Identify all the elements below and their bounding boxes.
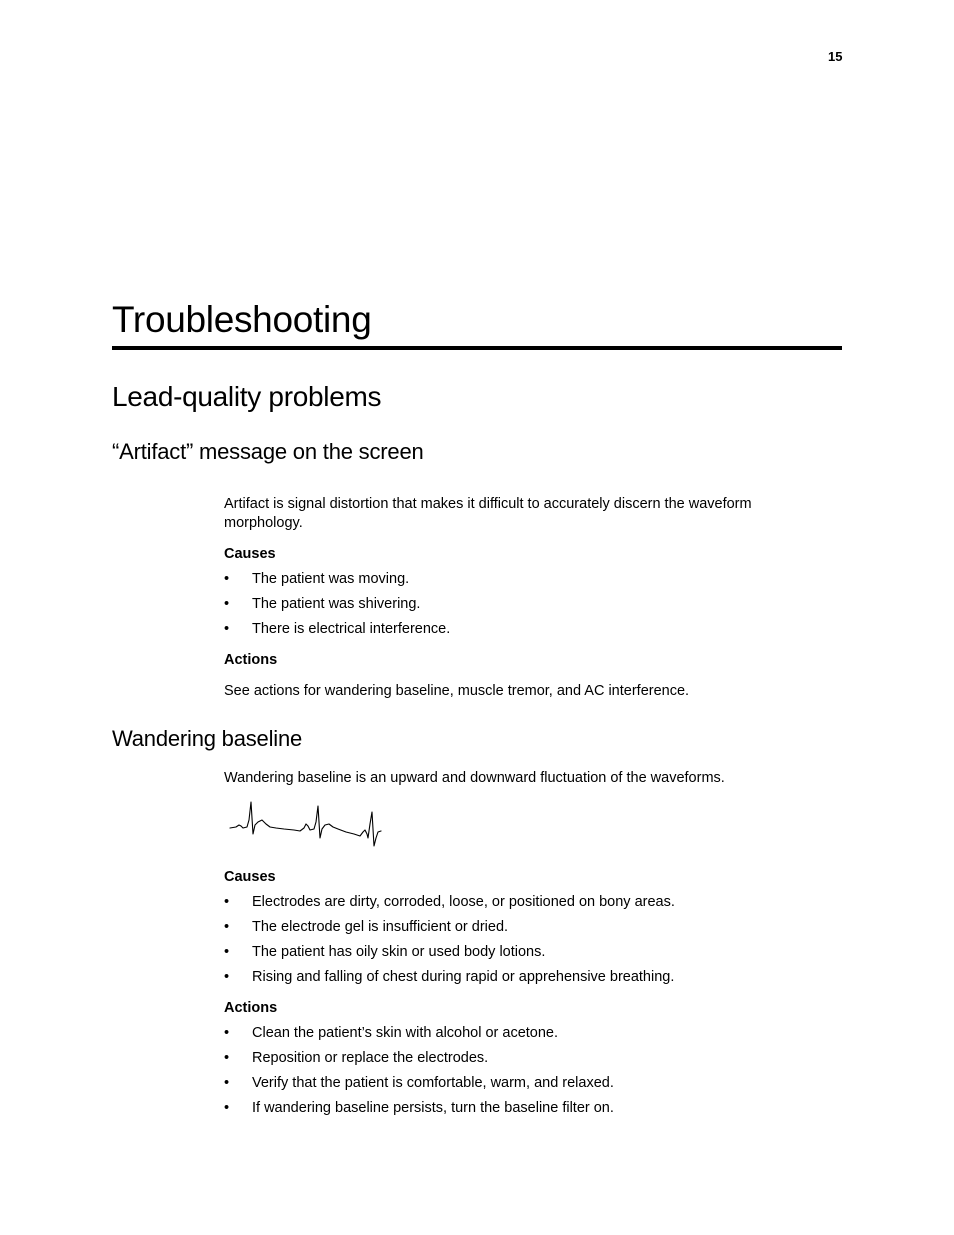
list-item-text: The patient was shivering.	[252, 596, 421, 612]
wandering-causes-label: Causes	[224, 869, 276, 885]
list-item-text: Clean the patient’s skin with alcohol or acetone.	[252, 1025, 559, 1041]
waveform-icon	[228, 798, 384, 850]
list-item-text: There is electrical interference.	[252, 621, 451, 637]
list-item-text: Verify that the patient is comfortable, warm, and relaxed.	[252, 1075, 614, 1091]
section-title: Lead-quality problems	[112, 381, 382, 412]
list-item	[224, 968, 844, 993]
list-item	[224, 1074, 844, 1099]
bullet: •	[224, 571, 230, 587]
chapter-rule	[112, 346, 842, 350]
bullet: •	[224, 969, 230, 985]
artifact-body	[224, 495, 844, 701]
wandering-heading: Wandering baseline	[112, 726, 303, 751]
list-item	[224, 620, 844, 645]
bullet: •	[224, 596, 230, 612]
list-item-text: The electrode gel is insufficient or dried.	[252, 919, 509, 935]
bullet: •	[224, 1075, 230, 1091]
list-item	[224, 1024, 844, 1049]
list-item	[224, 1099, 844, 1124]
list-item	[224, 893, 844, 918]
wandering-intro: Wandering baseline is an upward and downward fluctuation of the waveforms.	[224, 770, 725, 786]
list-item-text: Reposition or replace the electrodes.	[252, 1050, 489, 1066]
wandering-body	[224, 868, 844, 1124]
list-item-text: Rising and falling of chest during rapid or apprehensive breathing.	[252, 969, 675, 985]
artifact-actions-text: See actions for wandering baseline, muscle tremor, and AC interference.	[224, 683, 690, 699]
artifact-causes-label: Causes	[224, 546, 276, 562]
list-item-text: Electrodes are dirty, corroded, loose, or positioned on bony areas.	[252, 894, 675, 910]
wandering-actions-label: Actions	[224, 1000, 278, 1016]
bullet: •	[224, 1100, 230, 1116]
list-item-text: If wandering baseline persists, turn the baseline filter on.	[252, 1100, 614, 1116]
list-item	[224, 943, 844, 968]
list-item	[224, 1049, 844, 1074]
bullet: •	[224, 1050, 230, 1066]
bullet: •	[224, 944, 230, 960]
chapter-title: Troubleshooting	[112, 299, 372, 340]
list-item	[224, 570, 844, 595]
bullet: •	[224, 919, 230, 935]
bullet: •	[224, 894, 230, 910]
list-item-text: The patient was moving.	[252, 571, 410, 587]
bullet: •	[224, 621, 230, 637]
artifact-causes-list	[224, 570, 844, 645]
list-item	[224, 595, 844, 620]
wandering-intro-block	[224, 769, 844, 788]
bullet: •	[224, 1025, 230, 1041]
wandering-actions-list	[224, 1024, 844, 1124]
wandering-causes-list	[224, 893, 844, 993]
list-item	[224, 918, 844, 943]
artifact-intro: Artifact is signal distortion that makes it difficult to accurately discern the waveform morphology.	[224, 496, 752, 531]
list-item-text: The patient has oily skin or used body lotions.	[252, 944, 546, 960]
artifact-heading: “Artifact” message on the screen	[112, 439, 424, 464]
page-number: 15	[828, 49, 843, 64]
artifact-actions-label: Actions	[224, 652, 278, 668]
